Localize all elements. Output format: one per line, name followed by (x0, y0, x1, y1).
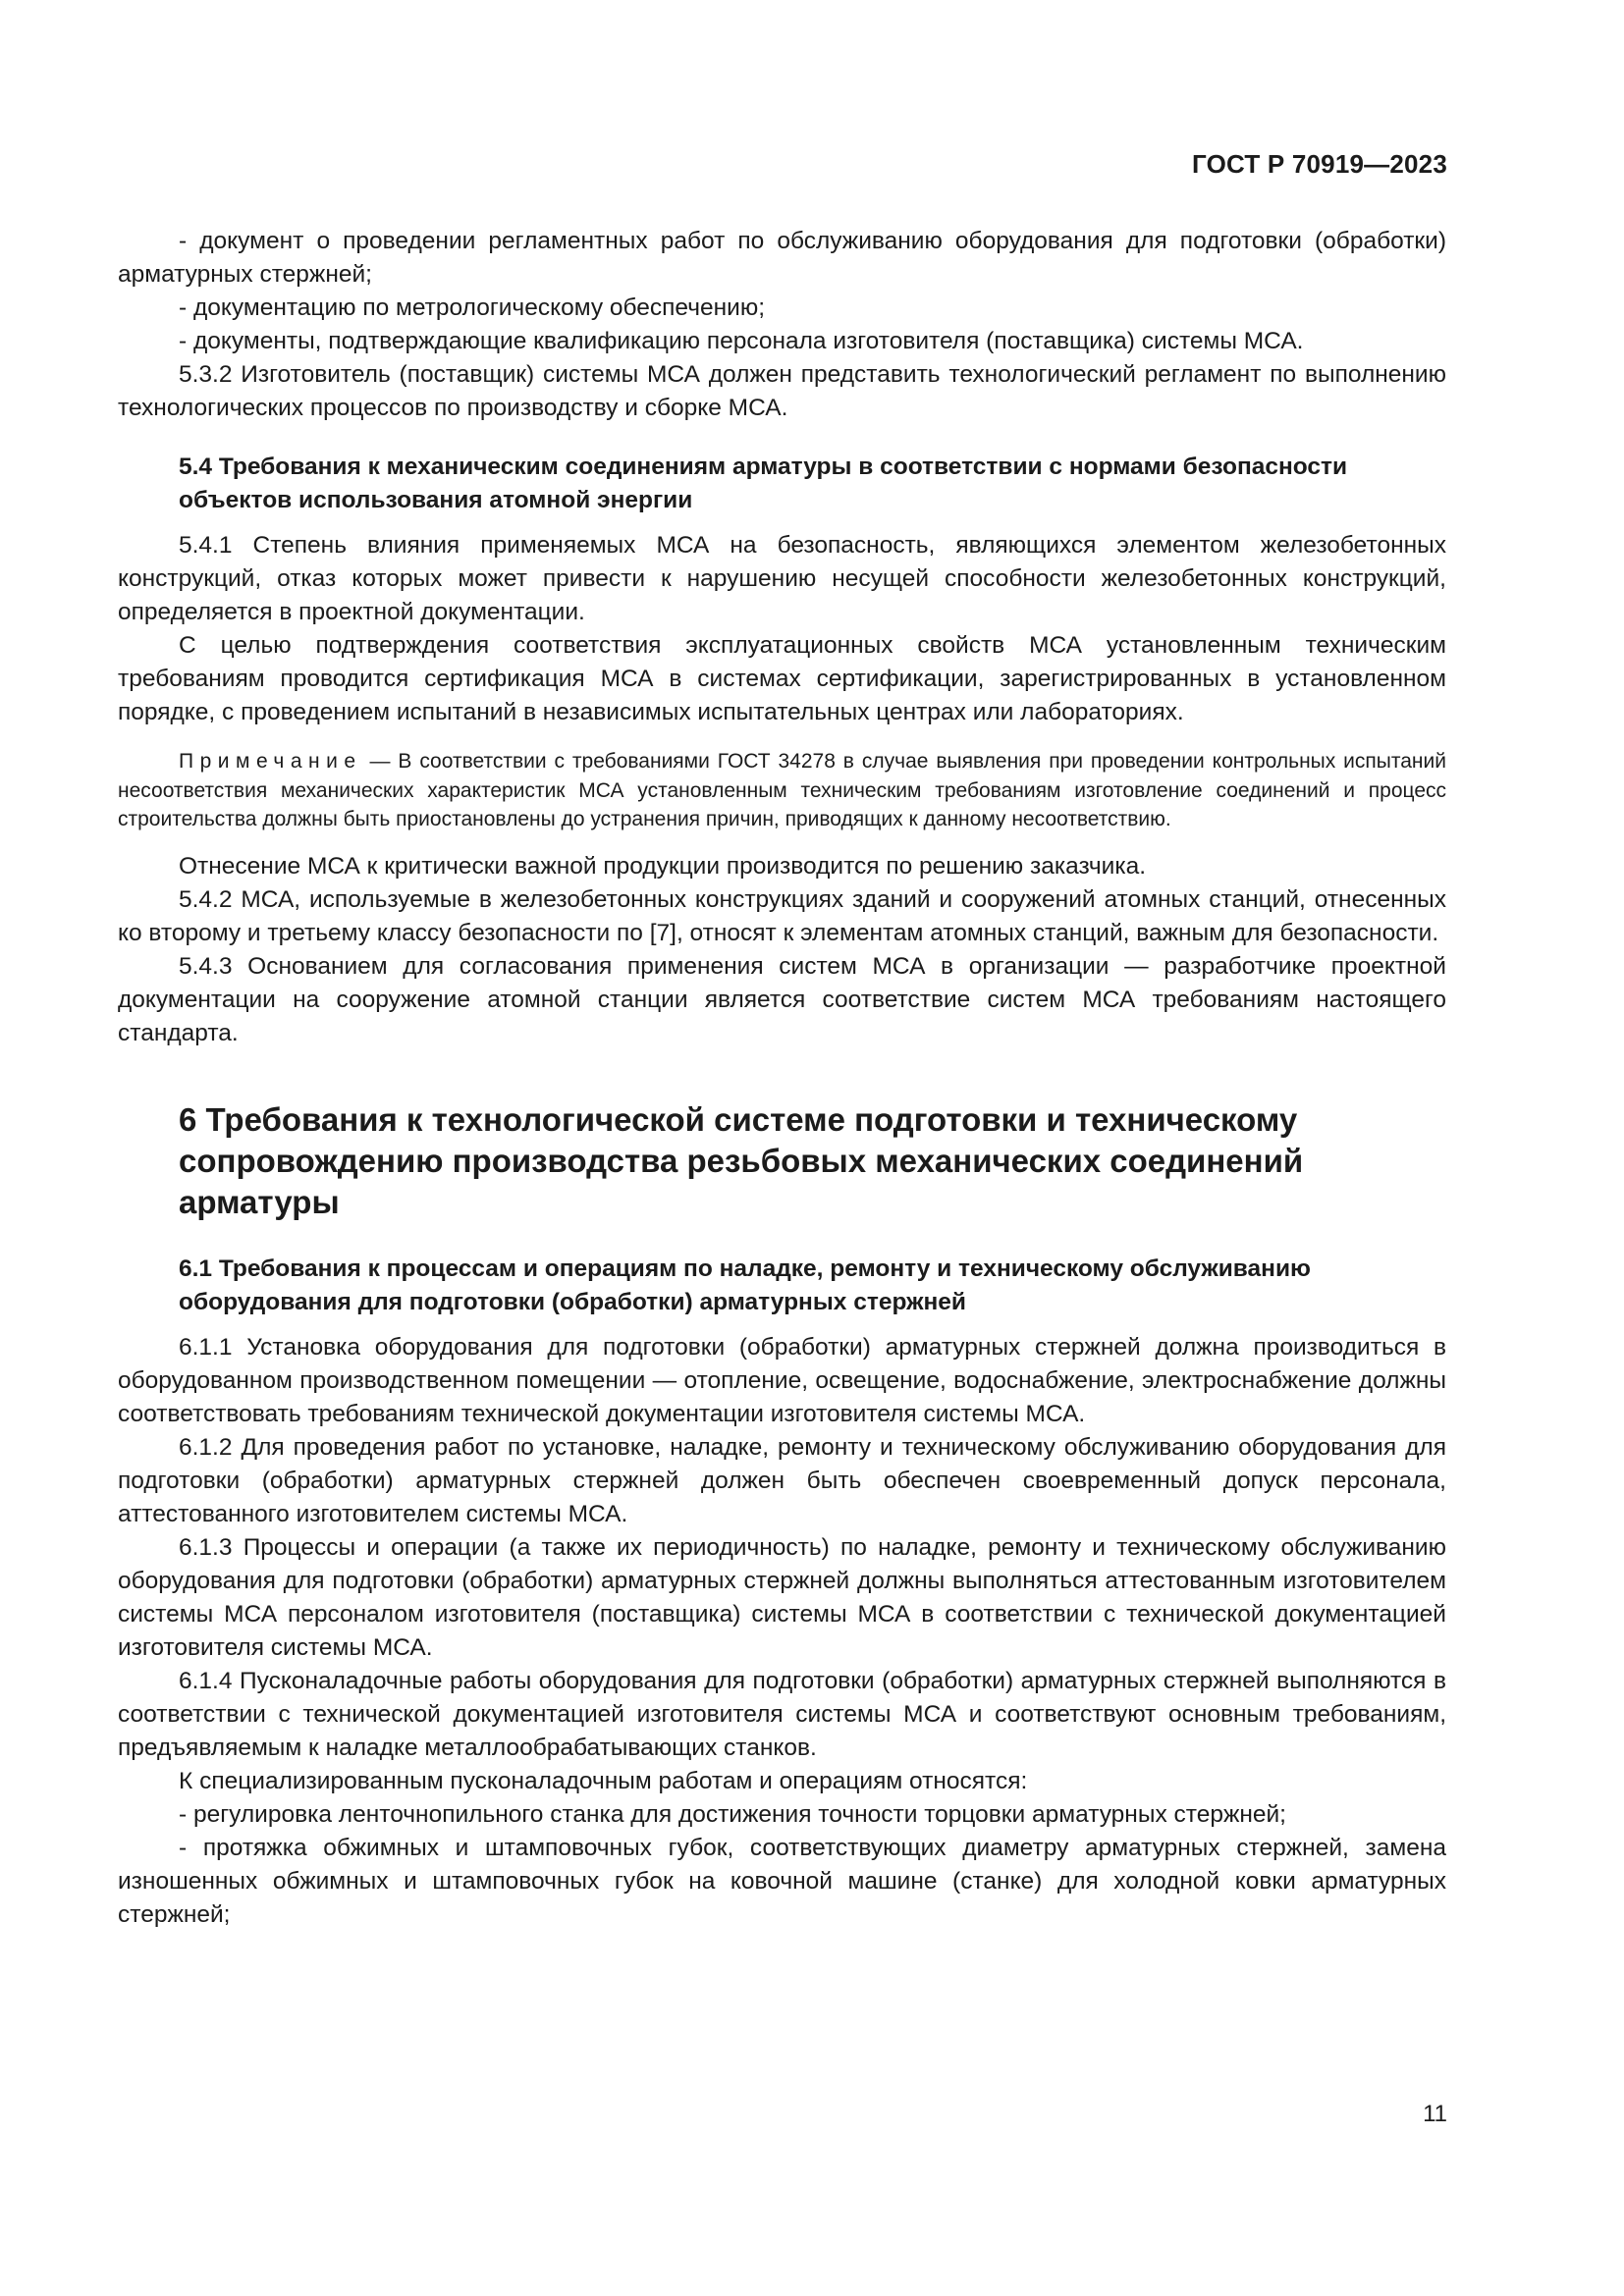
paragraph: 5.4.1 Степень влияния применяемых МСА на безопасность, являющихся элементом железобетонных конструкций, отказ которых может привести к нарушению несущей способности железобетонных конструкций, определяется в проектной документации. (118, 532, 1446, 625)
paragraph: 6.1.4 Пусконаладочные работы оборудования для подготовки (обработки) арматурных стержней выполняются в соответствии с технической документацией изготовителя системы МСА и соответствуют основным требованиям, предъявляемым к наладке металлообрабатывающих станков. (118, 1667, 1446, 1761)
paragraph: - регулировка ленточнопильного станка для достижения точности торцовки арматурных стержней; (179, 1800, 1286, 1828)
note-label: Примечание (179, 750, 362, 773)
paragraph: 6.1.3 Процессы и операции (а также их периодичность) по наладке, ремонту и техническому обслуживанию оборудования для подготовки (обработки) арматурных стержней должны выполняться аттестованным изготовителем системы МСА персоналом изготовителя (поставщика) системы МСА в соответствии с технической документацией изготовителя системы МСА. (118, 1533, 1446, 1661)
paragraph: - документацию по метрологическому обеспечению; (179, 294, 765, 321)
subsection-heading: 5.4 Требования к механическим соединениям арматуры в соответствии с нормами безопасности объектов использования атомной энергии (179, 454, 1348, 513)
paragraph: 5.4.3 Основанием для согласования применения систем МСА в организации — разработчике проектной документации на сооружение атомной станции является соответствие систем МСА требованиям настоящего стандарта. (118, 952, 1446, 1046)
paragraph: С целью подтверждения соответствия эксплуатационных свойств МСА установленным техническим требованиям проводится сертификация МСА в системах сертификации, зарегистрированных в установленном порядке, с проведением испытаний в независимых испытательных центрах или лабораториях. (118, 632, 1446, 725)
paragraph: - протяжка обжимных и штамповочных губок, соответствующих диаметру арматурных стержней, замена изношенных обжимных и штамповочных губок на ковочной машине (станке) для холодной ковки арматурных стержней; (118, 1834, 1446, 1928)
document-header-id: ГОСТ Р 70919—2023 (1192, 149, 1447, 179)
page-number: 11 (1423, 2101, 1447, 2127)
paragraph: - документ о проведении регламентных работ по обслуживанию оборудования для подготовки (обработки) арматурных стержней; (118, 228, 1446, 288)
note (118, 747, 1446, 834)
paragraph: Отнесение МСА к критически важной продукции производится по решению заказчика. (179, 852, 1147, 880)
paragraph: 5.3.2 Изготовитель (поставщик) системы МСА должен представить технологический регламент по выполнению технологических процессов по производству и сборке МСА. (118, 361, 1446, 421)
section-heading: 6 Требования к технологической системе подготовки и техническому сопровождению производства резьбовых механических соединений арматуры (179, 1100, 1304, 1220)
paragraph: 6.1.2 Для проведения работ по установке, наладке, ремонту и техническому обслуживанию оборудования для подготовки (обработки) арматурных стержней должен быть обеспечен своевременный допуск персонала, аттестованного изготовителем системы МСА. (118, 1433, 1446, 1527)
paragraph: К специализированным пусконаладочным работам и операциям относятся: (179, 1767, 1028, 1794)
subsection-heading: 6.1 Требования к процессам и операциям по наладке, ремонту и техническому обслуживанию оборудования для подготовки (обработки) арматурных стержней (179, 1255, 1311, 1315)
note-text: — В соответствии с требованиями ГОСТ 34278 в случае выявления при проведении контрольных испытаний несоответствия механических характеристик МСА установленным техническим требованиям изготовление соединений и процесс строительства должны быть приостановлены до устранения причин, приводящих к данному несоответствию. (118, 750, 1446, 830)
document-body (118, 225, 1446, 1932)
paragraph: 6.1.1 Установка оборудования для подготовки (обработки) арматурных стержней должна производиться в оборудованном производственном помещении — отопление, освещение, водоснабжение, электроснабжение должны соответствовать требованиям технической документации изготовителя системы МСА. (118, 1333, 1446, 1427)
paragraph: 5.4.2 МСА, используемые в железобетонных конструкциях зданий и сооружений атомных станций, отнесенных ко второму и третьему классу безопасности по [7], относят к элементам атомных станций, важным для безопасности. (118, 885, 1446, 946)
paragraph: - документы, подтверждающие квалификацию персонала изготовителя (поставщика) системы МСА. (179, 328, 1304, 354)
